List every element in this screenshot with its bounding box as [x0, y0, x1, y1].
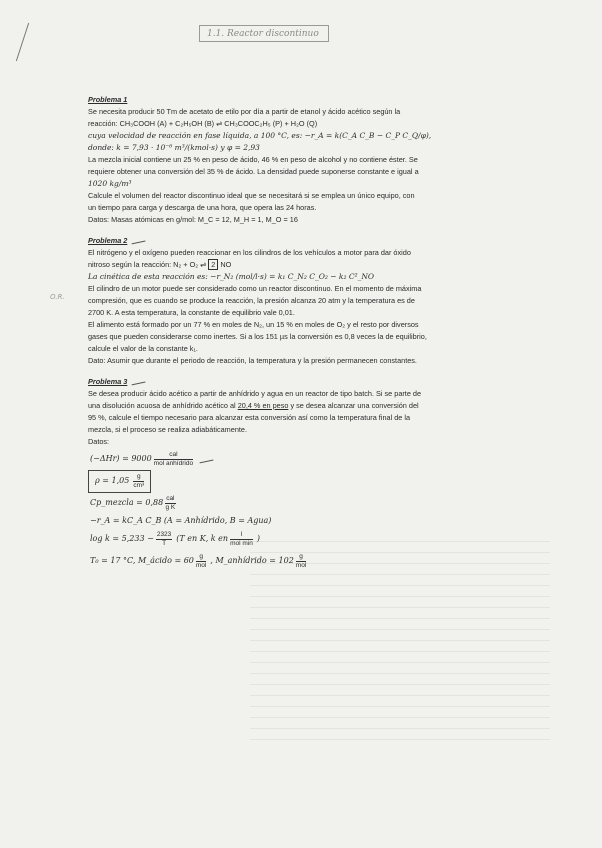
equation-heat-capacity: Cp_mezcla = 0,88 $\frac{\text{cal}}{\text{g K}}$: [90, 494, 176, 511]
equation-arrhenius: log k = 5,233 − $\frac{2323}{T}$ (T en K, k en $\frac{l}{\text{mol min}}$ ): [90, 530, 260, 547]
equation-initial-conditions: T₀ = 17 °C, M_ácido = 60 $\frac{g}{\text{mol}}$ , M_anhídrido = 102 $\frac{g}{\text{mol}}$: [90, 552, 307, 569]
document-content: [88, 94, 521, 572]
equation-enthalpy: (−ΔHr) = 9000 $\frac{\text{cal}}{\text{mol anhídrido}}$: [88, 448, 521, 470]
problem-1-title: Problema 1: [88, 95, 128, 104]
problem-3-text: Se desea producir ácido acético a partir de anhídrido y agua en un reactor de tipo batch. Si se parte de una disolución acuosa de anhídrido acético al 20,4 % en peso y se desea alcanzar una conversión del 95 %, calcule el tiempo necesario para alcanzar esta conversión así como la temperatura final de la mezcla, si el proceso se realiza adiabáticamente. Datos:: [88, 389, 422, 446]
problem-1-text: Se necesita producir 50 Tm de acetato de etilo por día a partir de etanol y ácido acético según la reacción: CH₃COOH (A) + C₂H₅OH (B) ⇌ CH₃COOC₂H₅ (P) + H₂O (Q) cuya velocidad de reacción en fase líquida, a 100 °C, es: −r_A = k(C_A C_B − C_P C_Q/φ), donde: k = 7,93 · 10⁻⁶ m³/(kmol·s) y φ = 2,93 La mezcla inicial contiene un 25 % en peso de ácido, 46 % en peso de alcohol y no contiene éster. Se requiere obtener una conversión del 35 % de ácido. La densidad puede suponerse constante e igual a 1020 kg/m³ Calcule el volumen del reactor discontinuo ideal que se necesitará si se emplea un único equipo, con un tiempo para carga y descarga de una hora, que opera las 24 horas. Datos: Masas atómicas en g/mol: M_C = 12, M_H = 1, M_O = 16: [88, 107, 432, 224]
pen-mark: [16, 23, 29, 61]
check-mark: [131, 377, 146, 386]
section-header: 1.1. Reactor discontinuo: [199, 25, 329, 42]
margin-note: O.R.: [50, 293, 65, 301]
problem-2-title: Problema 2: [88, 235, 521, 247]
problem-3-title: Problema 3: [88, 376, 521, 388]
problem-2-text: El nitrógeno y el oxígeno pueden reaccionar en los cilindros de los vehículos a motor para dar óxido nitroso según la reacción: N₂ + O₂ ⇌ 2 NO La cinética de esta reacción es: −r_N₂ (mol/l·s) = k₁ C_N₂ C_O₂ − k₂ C²_NO El cilindro de un motor puede ser considerado como un reactor discontinuo. En el momento de máxima compresión, que es cuando se produce la reacción, la presión alcanza 20 atm y la temperatura es de 2700 K. A esta temperatura, la constante de equilibrio vale 0,01. El alimento está formado por un 77 % en moles de N₂, un 15 % en moles de O₂ y el resto por diversos gases que pueden considerarse como inertes. Si a los 151 µs la conversión es 0,8 veces la de equilibrio, calcule el valor de la constante k₁. Dato: Asumir que durante el periodo de reacción, la temperatura y la presión permanecen constantes.: [88, 248, 427, 365]
equation-rate: −r_A = kC_A C_B (A = Anhídrido, B = Agua): [90, 516, 272, 525]
equation-density: ρ = 1,05 $\frac{g}{\text{cm³}}$: [88, 470, 521, 492]
check-mark: [131, 236, 146, 245]
